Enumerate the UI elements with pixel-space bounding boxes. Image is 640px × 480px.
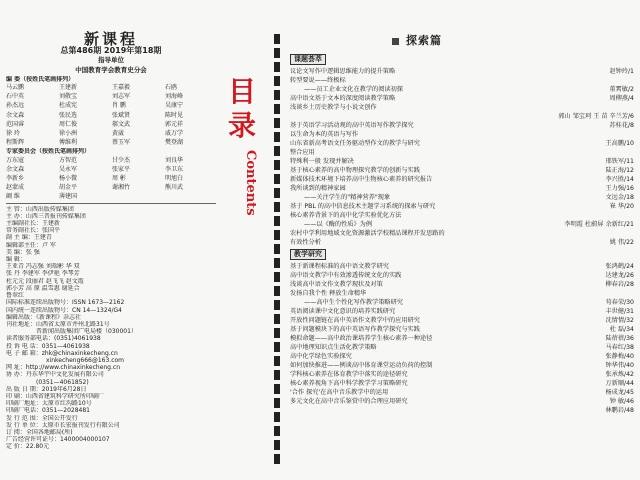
- publishing-line: 主编副社长：王建新: [6, 220, 61, 228]
- editorial-board-list: [6, 84, 216, 146]
- toc-entry[interactable]: [290, 112, 634, 121]
- editorial-board-name: 王建新: [59, 84, 78, 92]
- toc-entry[interactable]: [290, 352, 634, 361]
- toc-entry[interactable]: [290, 139, 634, 148]
- toc-entry[interactable]: [290, 148, 634, 157]
- expert-board-row: [6, 157, 216, 164]
- toc-entry-author-page: 张静梅/40: [605, 353, 634, 360]
- expert-board-name: 周 彬: [112, 175, 126, 183]
- expert-board-list: [6, 157, 216, 201]
- reader-phone-line: 读者服务部电话：(0351)4061938: [6, 335, 101, 343]
- toc-entry[interactable]: [290, 280, 634, 289]
- toc-entry-title: 转型要说——终极标: [290, 77, 346, 84]
- toc-title-char: 目: [227, 75, 256, 108]
- printer-phone-line: 印刷厂电话：0351—2028481: [6, 407, 90, 415]
- expert-board-name: 熊川武: [165, 184, 184, 192]
- toc-entry[interactable]: [290, 184, 634, 193]
- toc-entry[interactable]: [290, 397, 634, 406]
- toc-entry-author-page: 杨成龙/45: [605, 389, 634, 396]
- editorial-board-name: 郝文武: [112, 120, 131, 128]
- editorial-board-name: 陈时见: [165, 111, 184, 119]
- expert-board-name: 余文森: [6, 165, 25, 173]
- toc-entry[interactable]: [290, 85, 634, 94]
- toc-entry-title: 议论文写作中逻辑思维能力的提升策略: [290, 68, 396, 75]
- toc-entry-title: 开放性问题链在高中英语作文教学中的应用研究: [290, 317, 420, 324]
- publishing-line: 张 丹 李建军 李伊艳 李琴芳: [6, 270, 80, 278]
- cooperation-line: 协 办：丹东华宇中文化发展有限公司: [6, 371, 104, 379]
- toc-entry[interactable]: [290, 220, 634, 229]
- toc-entry-title: 整合应用: [290, 149, 315, 156]
- toc-entry-title: 浅谈乡土历史教学与小说文创作: [290, 104, 377, 111]
- editorial-board-name: 张民选: [59, 111, 78, 119]
- toc-entry-title: ——员工企业文化在教学的阅读初探: [304, 86, 403, 93]
- toc-entry[interactable]: [290, 67, 634, 76]
- toc-entry-author-page: 崔 华/20: [609, 203, 634, 210]
- toc-entry-author-page: 沈情情/32: [605, 317, 634, 324]
- email-line-2: xinkecheng666@163.com: [46, 356, 125, 364]
- editorial-board-row: [6, 102, 216, 109]
- toc-entry-title: 模拟命题——高中政治课培养学生核心素养一种途径: [290, 335, 433, 342]
- toc-entry[interactable]: [290, 289, 634, 298]
- publishing-line: 常务副社长：张国平: [6, 227, 61, 235]
- expert-board-name: 阚 维: [6, 193, 20, 201]
- toc-section-heading: 教学研究: [290, 249, 326, 260]
- toc-entry-author-page: 郭山 邹宝珂 王 苗 辛兰芳/6: [558, 113, 634, 120]
- expert-board-name: 胡金平: [59, 184, 78, 192]
- editorial-board-name: 徐小洲: [59, 130, 78, 138]
- expert-board-title: 专家委员会（按姓氏笔画排列）: [6, 148, 91, 156]
- editorial-board-name: 刘志军: [112, 93, 131, 101]
- toc-entry-title: 发扬自我个性 释放生命精华: [290, 290, 367, 297]
- publishing-line: 副 主 编：王建青: [6, 234, 52, 242]
- editorial-board-name: 黄崴: [112, 130, 125, 138]
- expert-board-name: 李新乡: [6, 175, 25, 183]
- toc-entry[interactable]: [290, 238, 634, 247]
- toc-entry-title: 特殊利一般 发现并解决: [290, 158, 354, 165]
- editorial-board-name: 徐 玲: [6, 130, 20, 138]
- cooperation-phone: (0351—4061852): [36, 378, 89, 386]
- editor-publisher-line: 编辑出版：《新课程》杂志社: [6, 313, 82, 321]
- editorial-board-name: 王嘉毅: [112, 84, 131, 92]
- editorial-board-row: [6, 130, 216, 137]
- expert-board-name: [165, 193, 216, 200]
- publishing-line: 郭小芳 高 原 温雪惠 谢延合: [6, 284, 80, 292]
- editorial-board-name: 戚万学: [165, 130, 184, 138]
- toc-entry-title: 学科核心素养在体育教学中落实的途径研究: [290, 371, 408, 378]
- cn-line: 国内统一连续出版物号：CN 14—1324/G4: [6, 306, 122, 314]
- expert-board-name: 薄建国: [59, 193, 78, 201]
- toc-entry[interactable]: [290, 121, 634, 130]
- expert-board-name: 李卫东: [165, 165, 184, 173]
- editorial-board-name: 刘敬宝: [59, 93, 78, 101]
- guidance-org: 中国教育学会教育史分会: [75, 65, 147, 74]
- toc-entry-author-page: 李兴胜/14: [605, 176, 634, 183]
- distribution-line: 发 行 范 围：全国公开发行: [6, 414, 78, 422]
- toc-entry-author-page: 王高鹏/10: [605, 140, 634, 147]
- toc-title-char: 录: [227, 109, 256, 142]
- toc-entry-title: 基于 PBL 的高中信息技术主题学习系统的探索与研究: [290, 203, 436, 210]
- toc-entry[interactable]: [290, 325, 634, 334]
- toc-entry[interactable]: [290, 343, 634, 352]
- toc-entry-title: 新媒体技术环境下培养高中生物核心素养的研究报告: [290, 176, 433, 183]
- toc-entry-title: 基于核心素养的高中物理探究教学的创新与实践: [290, 167, 420, 174]
- editorial-board-name: 肖 鹏: [112, 102, 126, 110]
- expert-board-name: 张家平: [112, 165, 131, 173]
- editorial-board-name: 郭元祥: [165, 120, 184, 128]
- toc-entry-author-page: 杜 磊/34: [609, 326, 634, 333]
- toc-entry-author-page: 苏桂花/8: [609, 122, 634, 129]
- editorial-board-name: 傅维利: [59, 139, 78, 147]
- section-marker-icon: [392, 38, 399, 45]
- editorial-board-name: 余文森: [6, 111, 25, 119]
- toc-entry[interactable]: [290, 370, 634, 379]
- expert-board-name: 吴永军: [59, 165, 78, 173]
- toc-entry-title: 我所谈到的精神家园: [290, 185, 346, 192]
- toc-entry[interactable]: [290, 166, 634, 175]
- toc-entry-title: 高中语文教学中有效渗透传统文化的实践: [290, 272, 402, 279]
- toc-entry-title: ——高中生个性化写作教学策略研究: [304, 299, 403, 306]
- toc-entry-author-page: 赵钟玲/1: [609, 68, 634, 75]
- toc-entry[interactable]: [290, 361, 634, 370]
- publishing-line: 主 办：山西三晋报刊传媒集团: [6, 212, 86, 220]
- printer-address-line: 印刷厂地址：太原市红沟路10号: [6, 400, 92, 408]
- expert-board-name: 明旭白: [165, 175, 184, 183]
- toc-entry-title: 基于英语学习活动观的高中英语写作教学探究: [290, 122, 414, 129]
- guidance-title: 指导单位: [98, 56, 124, 65]
- magazine-title: 新课程: [83, 30, 138, 48]
- subscribe-line: 订 阅：全国各地邮局(所): [6, 428, 73, 436]
- editorial-board-name: 樊登湖: [165, 139, 184, 147]
- toc-entry-title: 基于问题模块下的高中英语写作教学探究与实践: [290, 326, 420, 333]
- toc-entry-author-page: 钟华伟/40: [605, 362, 634, 369]
- price-line: 定 价：22.80元: [6, 443, 50, 451]
- expert-board-name: 赵蒙成: [6, 184, 25, 192]
- expert-board-row: [6, 166, 216, 173]
- expert-board-name: 方智范: [59, 156, 78, 164]
- editorial-board-title: 编 委（按姓氏笔画排列）: [6, 75, 75, 83]
- toc-entry[interactable]: [290, 229, 634, 238]
- toc-entry-title: ——以《酶的性质》为例: [304, 221, 373, 228]
- editorial-board-name: 周仁俊: [59, 120, 78, 128]
- toc-entry-title: 基于新课程标准的高中语文教学研究: [290, 263, 389, 270]
- editorial-board-row: [6, 84, 216, 91]
- toc-entry-author-page: 陆蓓蓓/36: [605, 335, 634, 342]
- editorial-board-name: 张斌贤: [112, 111, 131, 119]
- publishing-line: 杜元元 段丽君 赵飞飞 赵文霞: [6, 277, 84, 285]
- toc-entry-author-page: 钟 敏/46: [609, 398, 634, 405]
- toc-entry[interactable]: [290, 157, 634, 166]
- toc-entry-title: 农村中学利用地域文化资源激活学校精品课程开发思路的: [290, 230, 445, 237]
- toc-entry-author-page: 董霄敏/2: [609, 86, 634, 93]
- editorial-board-name: 石中英: [6, 93, 25, 101]
- toc-entry[interactable]: [290, 175, 634, 184]
- toc-entry-author-page: 陆正海/12: [605, 167, 634, 174]
- expert-board-name: 刘良华: [165, 156, 184, 164]
- toc-entry-author-page: 文远金/18: [605, 194, 634, 201]
- editorial-board-name: 程斯辉: [6, 139, 25, 147]
- toc-entry[interactable]: [290, 379, 634, 388]
- toc-entry-author-page: 柳春岩/28: [605, 281, 634, 288]
- toc-entry-author-page: 张承炼/42: [605, 371, 634, 378]
- toc-entry-title: 有效性分析: [290, 239, 321, 246]
- toc-entry[interactable]: [290, 94, 634, 103]
- toc-entry-author-page: 王力强/16: [605, 185, 634, 192]
- editorial-board-name: 吴康宁: [165, 102, 184, 110]
- expert-board-name: [112, 193, 163, 200]
- publishing-line: 编辑部主任：卢 军: [6, 241, 56, 249]
- toc-entry-author-page: 周柳燕/4: [609, 95, 634, 102]
- editorial-board-row: [6, 121, 216, 128]
- expert-board-row: [6, 175, 216, 182]
- issue-number: 总第486期 2019年第18期: [60, 46, 162, 56]
- editorial-board-row: [6, 93, 216, 100]
- toc-entry[interactable]: [290, 316, 634, 325]
- issn-line: 国际标准连续出版物号：ISSN 1673—2162: [6, 299, 125, 307]
- expert-board-name: 甘少杰: [112, 156, 131, 164]
- toc-entry-author-page: 林鹏岩/48: [605, 407, 634, 414]
- editorial-board-name: 孙杰远: [6, 102, 25, 110]
- toc-entry[interactable]: [290, 334, 634, 343]
- editorial-board-name: 范国睿: [6, 120, 25, 128]
- website-line: 网 址：http://www.chinaxinkecheng.cn: [6, 364, 121, 372]
- complaint-phone-line: 投 诉 电 话：0351—4061938: [6, 342, 90, 350]
- toc-entry-title: 以生命为本的英语与写作: [290, 131, 359, 138]
- publishing-line: 美 编：张 强: [6, 248, 40, 256]
- toc-entry-author-page: 万新顺/44: [605, 380, 634, 387]
- toc-entry-author-page: 达建龙/26: [605, 272, 634, 279]
- toc-entry-title: 浅谈高中语文作文教学现状及对策: [290, 281, 383, 288]
- editorial-board-name: 马云鹏: [6, 84, 25, 92]
- toc-entry-title: 核心素养视角下高中科学教学学习策略研究: [290, 380, 408, 387]
- toc-entry[interactable]: [290, 307, 634, 316]
- toc-entry-title: ——关注学生的"精神营养"现象: [304, 194, 391, 201]
- editorial-board-name: 蔡玉军: [112, 139, 131, 147]
- toc-section: [290, 247, 634, 262]
- toc-entry[interactable]: [290, 193, 634, 202]
- publishing-line: 王亚青 冯志强 刘瑞彬 华 双: [6, 263, 80, 271]
- toc-entry[interactable]: [290, 211, 634, 220]
- toc-entry-author-page: 苟春荣/30: [605, 299, 634, 306]
- publishing-line: 编 辑：: [6, 256, 26, 264]
- printer-line: 印 刷：山西省建筑科学研究所印刷厂: [6, 392, 104, 400]
- toc-entry[interactable]: [290, 130, 634, 139]
- toc-title: [222, 75, 262, 143]
- publishing-info: [6, 206, 216, 300]
- address-line-2: 晋新闻出版集团广电局楼（030001）: [36, 328, 137, 336]
- expert-board-name: 谢湘竹: [112, 184, 131, 192]
- toc-list: [290, 52, 634, 415]
- toc-entry-author-page: 张鸿鹤/24: [605, 263, 634, 270]
- toc-entry-title: 高中化学绿色实验探究: [290, 353, 352, 360]
- editorial-board-name: 杜成宪: [59, 102, 78, 110]
- pub-date-line: 出 版 日 期：2019年6月28日: [6, 385, 87, 393]
- publishing-line: 鲁翠红: [6, 292, 25, 300]
- divider: [6, 203, 216, 204]
- toc-entry-author-page: 丰世健/31: [605, 308, 634, 315]
- toc-entry[interactable]: [290, 103, 634, 112]
- distributor-line: 发 行 单 位：太原市长宏报刊发行有限公司: [6, 421, 120, 429]
- editorial-board-name: 刘海峰: [165, 93, 184, 101]
- toc-entry-title: 高中地理知识点生活化教学策略: [290, 344, 377, 351]
- expert-board-row: [6, 184, 216, 191]
- toc-section-heading: 课题荟萃: [290, 54, 326, 65]
- table-of-contents: [278, 36, 634, 476]
- toc-entry-title: 高中语文基于文本的深度阅读教学策略: [290, 95, 396, 102]
- toc-entry-author-page: 姚 伟/22: [609, 239, 634, 246]
- toc-entry[interactable]: [290, 406, 634, 415]
- toc-entry-title: 山东省新高考语文任务驱动型作文的教学与研究: [290, 140, 420, 147]
- toc-entry[interactable]: [290, 271, 634, 280]
- toc-entry-title: 如何加快推进——例谈高中体育课堂运动负荷的控制: [290, 362, 433, 369]
- toc-entry-title: '合作 探究'在高中音乐教学中的运用: [290, 389, 389, 396]
- toc-entry[interactable]: [290, 262, 634, 271]
- toc-entry[interactable]: [290, 388, 634, 397]
- section-banner: 探索篇: [406, 34, 442, 47]
- toc-entry[interactable]: [290, 202, 634, 211]
- expert-board-row: [6, 193, 216, 200]
- editorial-board-row: [6, 112, 216, 119]
- masthead-column: [6, 8, 216, 478]
- expert-board-name: 万东寇: [6, 156, 25, 164]
- editorial-board-name: 石鸥: [165, 84, 178, 92]
- editorial-board-row: [6, 139, 216, 146]
- toc-entry[interactable]: [290, 298, 634, 307]
- toc-entry-title: 多元文化在高中音乐鉴赏中的合理应用研究: [290, 398, 408, 405]
- toc-entry-author-page: 邢铁军/11: [605, 158, 634, 165]
- toc-entry-title: 英语阅读课中文化意识的培养实践研究: [290, 308, 396, 315]
- toc-title-english: Contents: [243, 150, 258, 216]
- toc-entry-title: 核心素养背景下的高中化学实验优化方法: [290, 212, 402, 219]
- toc-entry[interactable]: [290, 76, 634, 85]
- expert-board-name: 杨小微: [59, 175, 78, 183]
- toc-section: [290, 52, 634, 67]
- toc-entry-author-page: 马春红/38: [605, 344, 634, 351]
- publishing-line: 主 管：山西出版传媒集团: [6, 205, 74, 213]
- toc-entry-author-page: 李明霞 杜蔚屏 余新红/21: [564, 221, 634, 228]
- email-line: 电 子 邮 箱：zhk@chinaxinkecheng.cn: [6, 349, 118, 357]
- ad-license-line: 广告经营许可证号：1400004000107: [6, 436, 110, 444]
- address-line: 刊社地址：山西省太原市并州北路31号: [6, 320, 110, 328]
